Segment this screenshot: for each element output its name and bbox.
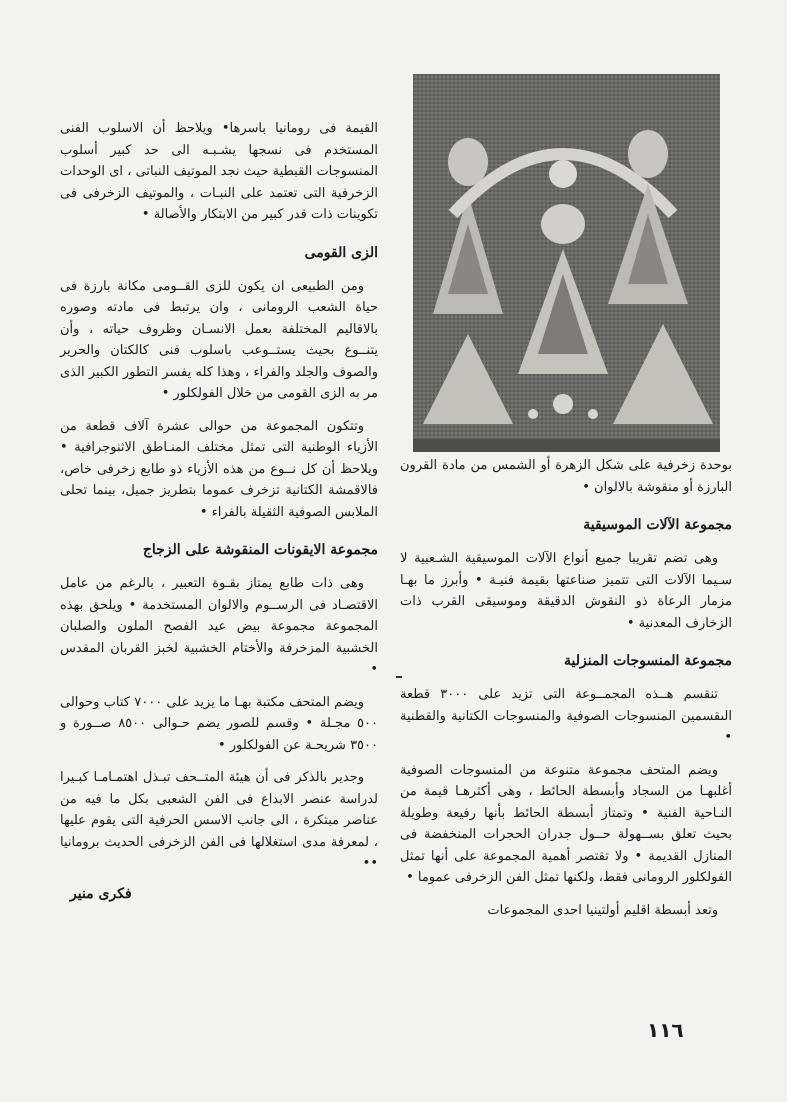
page-number: ١١٦: [647, 1018, 684, 1042]
author-signature: فكرى منير: [70, 885, 132, 902]
paragraph: وهى تضم تقريبا جميع أنواع الآلات الموسيقية الشـعبية لا سـيما الآلات التى تتميز صناعتها بقيمة فنيـة • وأبرز ما بهـا مزمار الرعاة ذو النقوش الدقيقة وموسيقى القرب ذات الزخارف المعدنية •: [400, 551, 732, 631]
paragraph: وهى ذات طابع يمتاز بقـوة التعبير ، بالرغم من عامل الاقتصـاد فى الرســوم والالوان المستخدمة • ويلحق بهذه المجموعة مجموعة بيض عيد الفصح الملون والصلبان الخشبية المزخرفة والأختام الخشبية لخبز القربان المقدس •: [60, 576, 378, 677]
section-heading-musical-instruments: مجموعة الآلات الموسيقية: [583, 517, 732, 533]
tapestry-photo: [413, 74, 720, 452]
photo-caption: بوحدة زخرفية على شكل الزهرة أو الشمس من مادة القرون البارزة أو منقوشة بالالوان •: [400, 458, 732, 495]
paragraph: تنقسم هــذه المجمــوعة التى تزيد على ٣٠٠٠ قطعة الىقسمين المنسوجات الصوفية والمنسوجات الكتانية والقطنية •: [400, 687, 732, 745]
paragraph: القيمة فى رومانيا باسرها• ويلاحظ أن الاسلوب الفنى المستخدم فى نسجها يشـبـه الى حد كبير أسلوب المنسوجات القبطية حيث نجد الموتيف النباتى ، اى الوحدات الزخرفية التى تعتمد على النبـات ، والموتيف الزخرفى فى تكوينات ذات قدر كبير من الابتكار والأصالة •: [60, 121, 378, 222]
paragraph: ويضم المتحف مجموعة متنوعة من المنسوجات الصوفية أغلبهـا من السجاد وأبسطة الحائط ، وهى أكثرهـا قيمة من النـاحية الفنية • وتمتاز أبسطة الحائط بأنها رفيعة وطويلة بحيث تعلق بســهولة حــول جدران الحجرات المنخفضة فى المنازل القديمة • ولا تقتصر أهمية المجموعة على أنها تمثل الفولكلور الرومانى فقط، ولكنها تمثل الفن الزخرفى عموما •: [400, 762, 732, 885]
section-heading-national-costume: الزى القومى: [304, 244, 378, 261]
paragraph: ويضم المتحف مكتبة بهـا ما يزيد على ٧٠٠٠ كتاب وحوالى ٥٠٠ مجـلة • وقسم للصور يضم حـوالى ٨٥٠٠ صــورة و ٣٥٠٠ شريحـة عن الفولكلور •: [60, 694, 378, 753]
tapestry-figures-image: [413, 74, 720, 452]
right-column: [400, 455, 732, 932]
print-mark: [396, 676, 402, 678]
section-heading-glass-icons: مجموعة الايقونات المنقوشة على الزجاج: [142, 542, 378, 558]
paragraph: وجدير بالذكر فى أن هيئة المتــحف تبـذل اهتمـامـا كبـيرا لدراسة عنصر الابداع فى الفن الشعبى بكل ما فيه من عناصر مبتكرة ، الى جانب الاسس الحرفية التى يقوم عليها ، لمعرفة مدى استغلالها فى الفن الزخرفى الحديث برومانيا ••: [60, 770, 378, 871]
section-heading-home-textiles: مجموعة المنسوجات المنزلية: [564, 653, 732, 669]
paragraph: ومن الطبيعى ان يكون للزى القــومى مكانة بارزة فى حياة الشعب الرومانى ، وان يرتبط فى مادته وصوره بالاقاليم المختلفة بعمل الانسـان وظروف حياته ، وأن يتنــوع بحيث يستــوعب باسلوب فنى كالكتان والحرير والصوف والجلد والفراء ، وهذا كله يفسر التطور الكبير الذى مر به الزى القومى من خلال الفولكلور •: [60, 278, 378, 401]
left-column: [60, 118, 378, 902]
paragraph: وتعد أبسطة اقليم أولتينيا احدى المجموعات: [487, 902, 718, 918]
paragraph: وتتكون المجموعة من حوالى عشرة آلاف قطعة من الأزياء الوطنية التى تمثل مختلف المنـاطق الاثنوجرافية • ويلاحظ أن كل نــوع من هذه الأزياء ذو طابع زخرفى خاص، فالاقمشة الكتانية تزخرف عموما بتطريز جميل، بينما تحلى الملابس الصوفية الثقيلة بالفراء •: [60, 418, 378, 520]
